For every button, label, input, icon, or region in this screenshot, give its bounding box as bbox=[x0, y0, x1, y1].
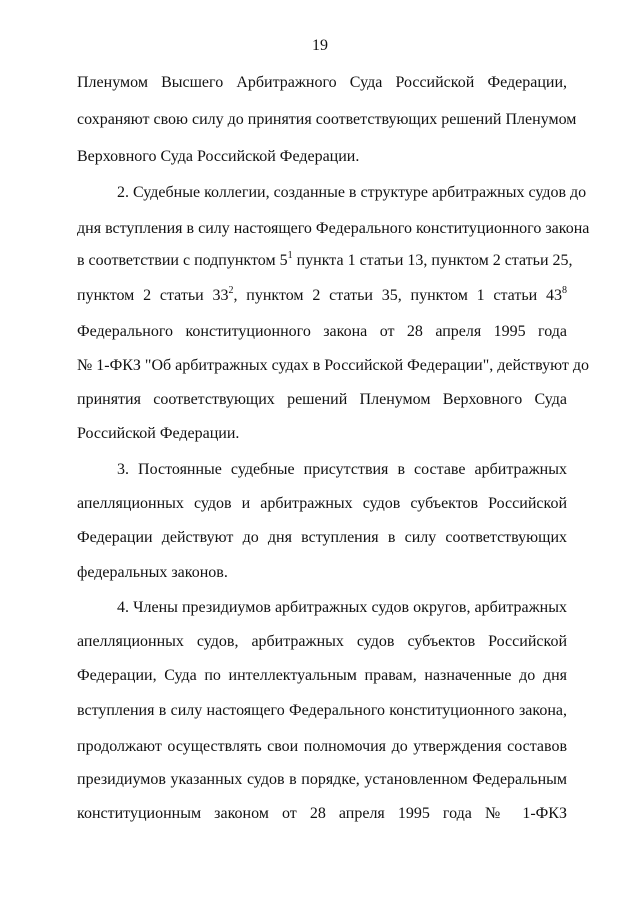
text-line: принятия соответствующих решений Пленумом Верховного Суда bbox=[77, 391, 567, 408]
page-number: 19 bbox=[312, 37, 328, 54]
text-line: продолжают осуществлять свои полномочия до утверждения составов bbox=[77, 738, 567, 755]
text-line: 4. Члены президиумов арбитражных судов округов, арбитражных bbox=[117, 599, 567, 616]
text-fragment: пунктом 2 статьи 33 bbox=[77, 287, 229, 304]
text-line bbox=[77, 286, 567, 306]
text-line: Федерации, Суда по интеллектуальным правам, назначенные до дня bbox=[77, 667, 567, 684]
text-line: Российской Федерации. bbox=[77, 425, 240, 442]
text-line: апелляционных судов, арбитражных судов субъектов Российской bbox=[77, 633, 567, 650]
text-line: Пленумом Высшего Арбитражного Суда Российской Федерации, bbox=[77, 74, 567, 91]
text-line: 2. Судебные коллегии, созданные в структуре арбитражных судов до bbox=[117, 184, 587, 201]
text-line: апелляционных судов и арбитражных судов субъектов Российской bbox=[77, 495, 567, 512]
text-fragment: в соответствии с подпунктом 5 bbox=[77, 252, 288, 269]
superscript: 2 bbox=[228, 284, 234, 296]
text-line: конституционным законом от 28 апреля 1995 года № 1-ФКЗ bbox=[77, 805, 567, 822]
text-line: Федерации действуют до дня вступления в силу соответствующих bbox=[77, 529, 567, 546]
text-line: федеральных законов. bbox=[77, 564, 228, 581]
text-line: 3. Постоянные судебные присутствия в составе арбитражных bbox=[117, 461, 567, 478]
superscript: 1 bbox=[287, 249, 293, 261]
text-line: вступления в силу настоящего Федерального конституционного закона, bbox=[77, 702, 567, 719]
text-line: сохраняют свою силу до принятия соответствующих решений Пленумом bbox=[77, 111, 577, 128]
text-line: президиумов указанных судов в порядке, установленном Федеральным bbox=[77, 771, 567, 788]
text-line: Верховного Суда Российской Федерации. bbox=[77, 148, 360, 165]
text-fragment: , пунктом 2 статьи 35, пунктом 1 статьи 43 bbox=[233, 287, 563, 304]
text-line: № 1-ФКЗ "Об арбитражных судах в Российской Федерации", действуют до bbox=[77, 357, 590, 374]
text-fragment: пункта 1 статьи 13, пунктом 2 статьи 25, bbox=[292, 252, 573, 269]
superscript: 8 bbox=[562, 284, 568, 296]
text-line: дня вступления в силу настоящего Федерального конституционного закона bbox=[77, 220, 590, 237]
text-line bbox=[77, 249, 573, 271]
text-line: Федерального конституционного закона от 28 апреля 1995 года bbox=[77, 323, 567, 340]
